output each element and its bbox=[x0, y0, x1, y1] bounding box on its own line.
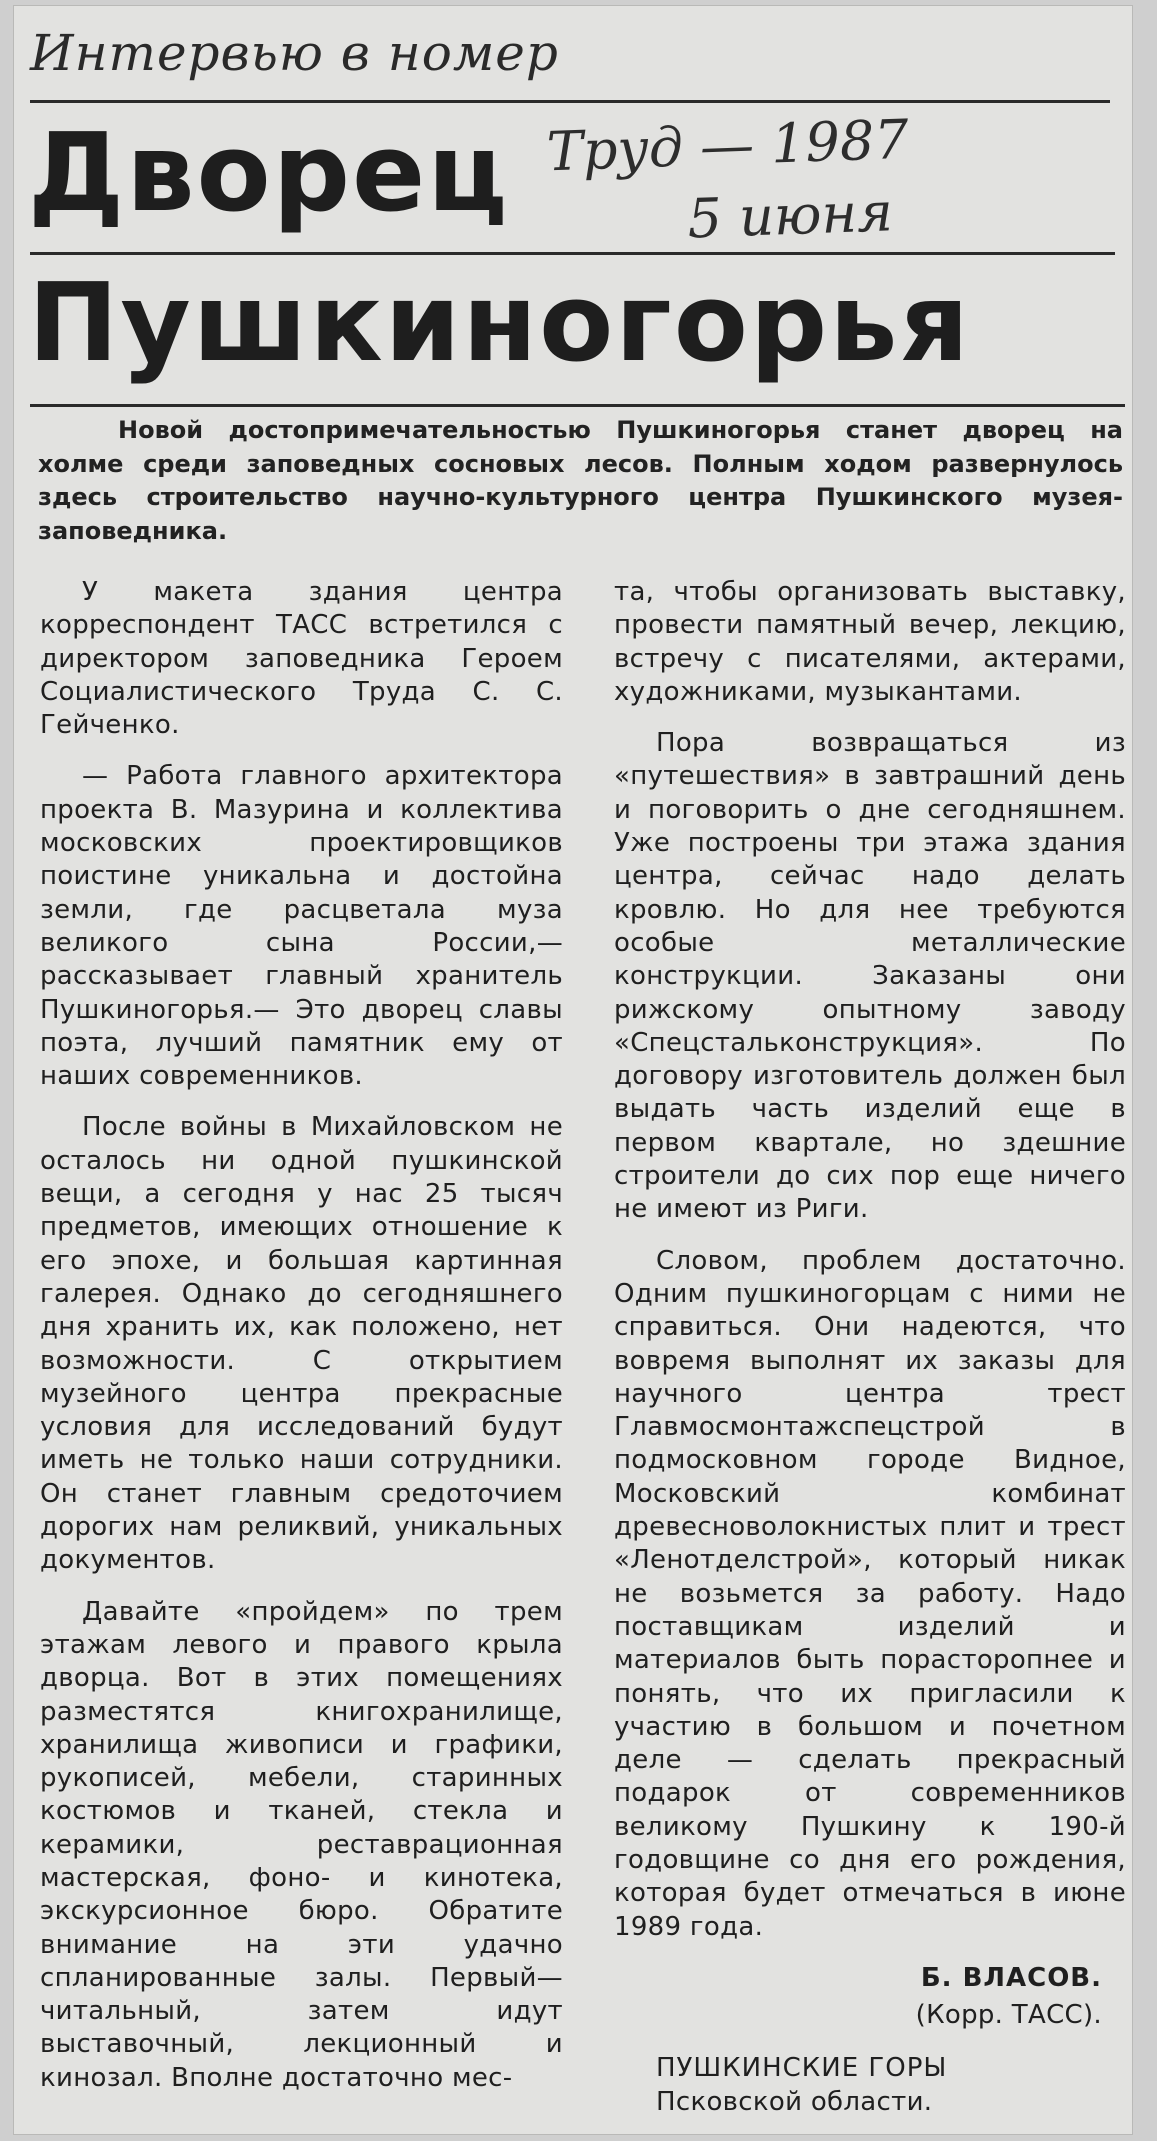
paragraph: Словом, проблем достаточно. Одним пушкиногорцам с ними не справиться. Они надеются, что вовремя выполнят их заказы для научного центра трест Главмосмонтажспецстрой в подмосковном городе Видное, Московский комбинат древесноволокнистых плит и трест «Ленотделстрой», который никак не возьмется за работу. Надо поставщикам изделий и материалов быть порасторопнее и понять, что их пригласили к участию в большом и почетном деле — сделать прекрасный подарок от современников великому Пушкину к 190-й годовщине со дня его рождения, которая будет отмечаться в июне 1989 года. bbox=[614, 1245, 1126, 1942]
handwritten-note-line-1: Труд — 1987 bbox=[545, 107, 910, 184]
article-column-left bbox=[40, 576, 563, 2113]
dateline-region: Псковской области. bbox=[656, 2086, 933, 2117]
paragraph: та, чтобы организовать выставку, провести памятный вечер, лекцию, встречу с писателями, актерами, художниками, музыкантами. bbox=[614, 577, 1126, 707]
headline-line-2: Пушкиногорья bbox=[28, 261, 971, 386]
article-column-right bbox=[614, 576, 1126, 2119]
headline-line-1: Дворец bbox=[28, 111, 510, 236]
paragraph: Давайте «пройдем» по трем этажам левого и правого крыла дворца. Вот в этих помещениях разместятся книгохранилище, хранилища живописи и графики, рукописей, мебели, старинных костюмов и тканей, стекла и керамики, реставрационная мастерская, фоно- и кинотека, экскурсионное бюро. Обратите внимание на эти удачно спланированные залы. Первый—читальный, затем идут выставочный, лекционный и кинозал. Вполне достаточно мес- bbox=[40, 1596, 563, 2093]
lead-rule bbox=[30, 404, 1125, 407]
paragraph: Пора возвращаться из «путешествия» в завтрашний день и поговорить о дне сегодняшнем. Уже построены три этажа здания центра, сейчас надо делать кровлю. Но для нее требуются особые металлические конструкции. Заказаны они рижскому опытному заводу «Спецстальконструкция». По договору изготовитель должен был выдать часть изделий еще в первом квартале, но здешние строители до сих пор еще ничего не имеют из Риги. bbox=[614, 728, 1126, 1225]
author-signature: Б. ВЛАСОВ. bbox=[920, 1962, 1102, 1993]
top-rule bbox=[30, 100, 1110, 103]
agency-credit: (Корр. ТАСС). bbox=[915, 2000, 1102, 2031]
rubric-heading: Интервью в номер bbox=[30, 24, 559, 82]
paragraph: После войны в Михайловском не осталось ни одной пушкинской вещи, а сегодня у нас 25 тысяч предметов, имеющих отношение к его эпохе, и большая картинная галерея. Однако до сегодняшнего дня хранить их, как положено, нет возможности. С открытием музейного центра прекрасные условия для исследований будут иметь не только наши сотрудники. Он станет главным средоточием дорогих нам реликвий, уникальных документов. bbox=[40, 1112, 563, 1576]
lead-paragraph: Новой достопримечательностью Пушкиногорья станет дворец на холме среди заповедных сосновых лесов. Полным ходом развернулось здесь строительство научно-культурного центра Пушкинского музея-заповедника. bbox=[38, 416, 1123, 545]
handwritten-note bbox=[546, 104, 913, 261]
handwritten-note-line-2: 5 июня bbox=[686, 180, 894, 251]
paragraph: — Работа главного архитектора проекта В. Мазурина и коллектива московских проектировщиков поистине уникальна и достойна земли, где расцветала муза великого сына России,— рассказывает главный хранитель Пушкиногорья.— Это дворец славы поэта, лучший памятник ему от наших современников. bbox=[40, 761, 563, 1092]
paragraph: У макета здания центра корреспондент ТАСС встретился с директором заповедника Героем Социалистического Труда С. С. Гейченко. bbox=[40, 577, 563, 741]
dateline-place: ПУШКИНСКИЕ ГОРЫ bbox=[656, 2053, 948, 2084]
